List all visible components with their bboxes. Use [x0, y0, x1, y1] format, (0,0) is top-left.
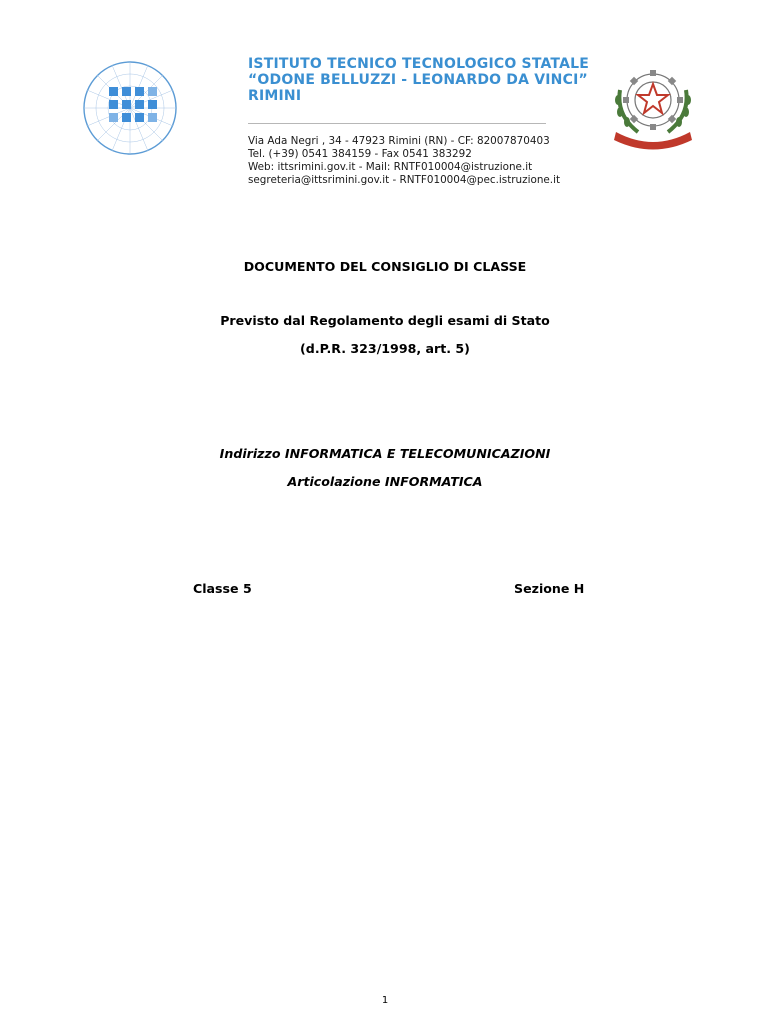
contact-pec: segreteria@ittsrimini.gov.it - RNTF010004@pec.istruzione.it [248, 174, 561, 186]
contact-phone: Tel. (+39) 0541 384159 - Fax 0541 383292 [248, 148, 472, 160]
institute-name-line: “ODONE BELLUZZI - LEONARDO DA VINCI” [248, 72, 588, 88]
document-reference: (d.P.R. 323/1998, art. 5) [300, 341, 470, 356]
class-label: Classe 5 [193, 581, 252, 596]
institute-name-line: ISTITUTO TECNICO TECNOLOGICO STATALE [248, 56, 590, 72]
study-track: Indirizzo INFORMATICA E TELECOMUNICAZIONI [219, 446, 551, 461]
contact-address: Via Ada Negri , 34 - 47923 Rimini (RN) - CF: 82007870403 [248, 135, 550, 147]
header-divider [248, 123, 546, 124]
contact-web: Web: ittsrimini.gov.it - Mail: RNTF010004@istruzione.it [248, 161, 533, 173]
republic-emblem-icon [608, 60, 698, 152]
study-articulation: Articolazione INFORMATICA [287, 474, 483, 489]
document-subtitle: Previsto dal Regolamento degli esami di Stato [220, 313, 550, 328]
school-logo-icon [82, 60, 178, 156]
document-title: DOCUMENTO DEL CONSIGLIO DI CLASSE [243, 259, 527, 274]
page-number: 1 [381, 995, 389, 1006]
institute-city: RIMINI [248, 88, 302, 104]
section-label: Sezione H [514, 581, 585, 596]
